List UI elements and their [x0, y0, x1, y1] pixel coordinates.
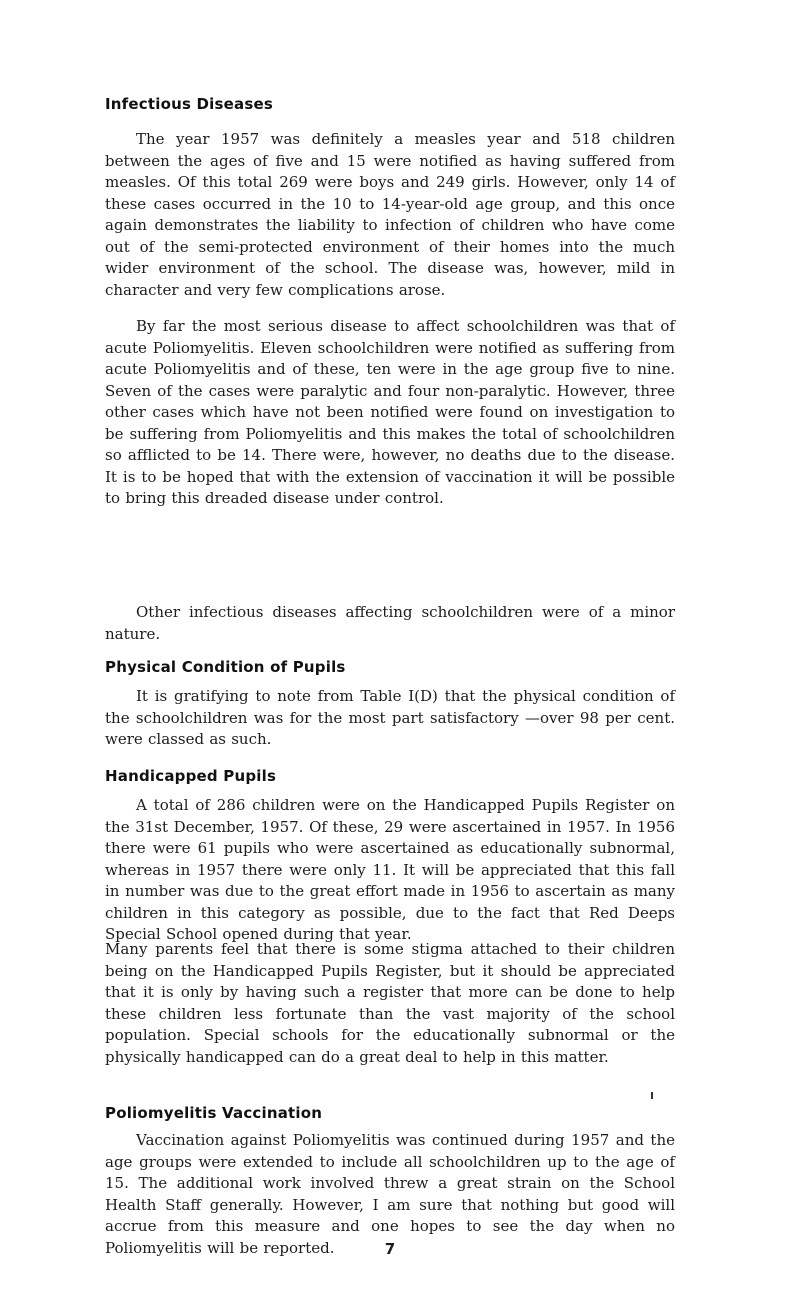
paragraph-measles: The year 1957 was definitely a measles year and 518 children between the ages of five and 15 were notified as having suffered from measles. Of this total 269 were boys and 249 girls. However, only 14 of these cases occurred in the 10 to 14-year-old age group, and this once again demonstrates the liability to infection of children who have come out of the semi-protected environment of their homes into the much wider environment of the school. The disease was, however, mild in character and very few complications arose. — [105, 130, 675, 299]
paragraph-polio-vaccination: Vaccination against Poliomyelitis was continued during 1957 and the age groups were extended to include all schoolchildren up to the age of 15. The additional work involved threw a great strain on the School Health Staff generally. However, I am sure that nothing but good will accrue from this measure and one hopes to see the day when no Poliomyelitis will be reported. — [105, 1131, 675, 1257]
print-speck — [651, 1092, 653, 1099]
section-heading-infectious-diseases: Infectious Diseases — [105, 95, 273, 113]
section-heading-handicapped-pupils: Handicapped Pupils — [105, 767, 277, 785]
paragraph-handicapped-register: A total of 286 children were on the Handicapped Pupils Register on the 31st December, 1957. Of these, 29 were ascertained in 1957. In 1956 there were 61 pupils who were ascertained as educationally subnormal, whereas in 1957 there were only 11. It will be appreciated that this fall in number was due to the great effort made in 1956 to ascertain as many children in this category as possible, due to the fact that Red Deeps Special School opened during that year. — [105, 796, 675, 943]
page-number: 7 — [384, 1240, 396, 1258]
paragraph-physical-condition: It is gratifying to note from Table I(D) that the physical condition of the schoolchildren was for the most part satisfactory —over 98 per cent. were classed as such. — [105, 687, 675, 748]
section-heading-poliomyelitis-vaccination: Poliomyelitis Vaccination — [105, 1104, 323, 1122]
paragraph-poliomyelitis: By far the most serious disease to affect schoolchildren was that of acute Poliomyelitis. Eleven schoolchildren were notified as suffering from acute Poliomyelitis and of these, ten were in the age group five to nine. Seven of the cases were paralytic and four non-paralytic. However, three other cases which have not been notified were found on investigation to be suffering from Poliomyelitis and this makes the total of schoolchildren so afflicted to be 14. There were, however, no deaths due to the disease. It is to be hoped that with the extension of vaccination it will be possible to bring this dreaded disease under control. — [105, 317, 675, 507]
section-heading-physical-condition: Physical Condition of Pupils — [105, 658, 346, 676]
paragraph-handicapped-stigma: Many parents feel that there is some stigma attached to their children being on the Handicapped Pupils Register, but it should be appreciated that it is only by having such a register that more can be done to help these children less fortunate than the vast majority of the school population. Special schools for the educationally subnormal or the physically handicapped can do a great deal to help in this matter. — [105, 940, 675, 1066]
paragraph-other-infectious: Other infectious diseases affecting schoolchildren were of a minor nature. — [105, 603, 675, 643]
